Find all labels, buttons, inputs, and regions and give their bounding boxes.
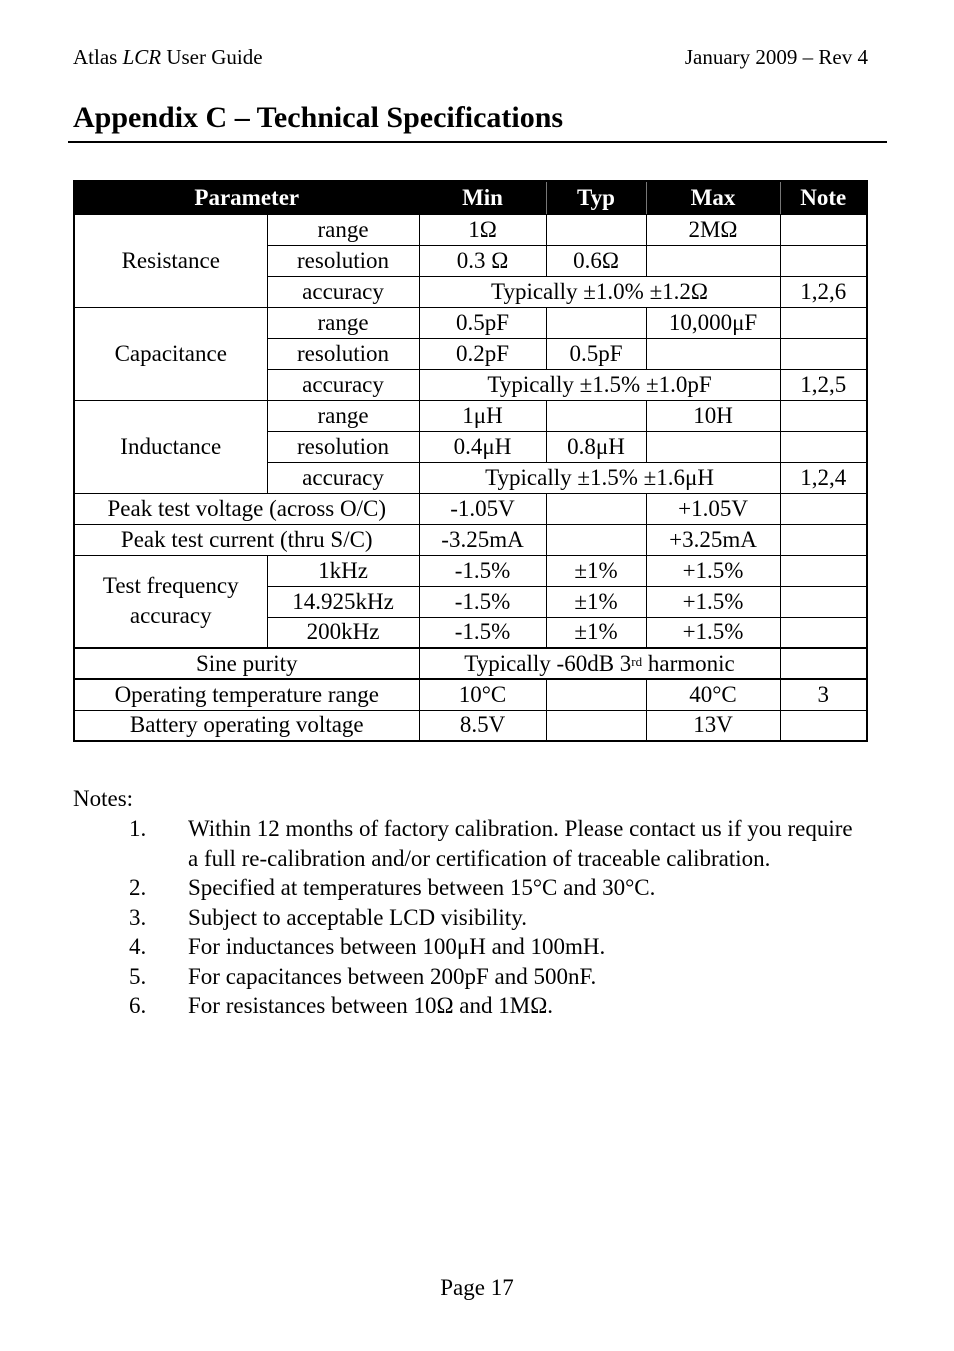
sub-label: range — [267, 307, 419, 338]
note-text: Within 12 months of factory calibration. Please contact us if you require a full re-calibration and/or certification of traceable calibration. — [188, 816, 853, 871]
cell-typ: ±1% — [546, 586, 646, 617]
sub-label: accuracy — [267, 462, 419, 493]
note-item — [73, 873, 863, 903]
title-rule — [68, 141, 887, 143]
cell-note — [780, 307, 867, 338]
notes-list — [73, 814, 863, 1021]
cell-max: 10H — [646, 400, 780, 431]
cell-typ — [546, 214, 646, 245]
cell-min: 1Ω — [419, 214, 546, 245]
table-row — [74, 648, 867, 679]
note-text: Specified at temperatures between 15°C and 30°C. — [188, 875, 656, 900]
cell-typ: 0.8μH — [546, 431, 646, 462]
sub-label: accuracy — [267, 276, 419, 307]
cell-typ — [546, 400, 646, 431]
table-row — [74, 555, 867, 586]
cell-note — [780, 617, 867, 648]
sub-label: range — [267, 214, 419, 245]
cell-min: 0.3 Ω — [419, 245, 546, 276]
note-text: Subject to acceptable LCD visibility. — [188, 904, 527, 930]
table-row — [74, 400, 867, 431]
cell-note — [780, 555, 867, 586]
note-item — [73, 903, 863, 933]
cell-min: 1μH — [419, 400, 546, 431]
param-sine-purity: Sine purity — [74, 648, 419, 679]
header-parameter: Parameter — [74, 181, 419, 214]
header-max: Max — [646, 181, 780, 214]
cell-max: +1.5% — [646, 555, 780, 586]
cell-typ — [546, 710, 646, 741]
cell-note — [780, 524, 867, 555]
cell-max: +3.25mA — [646, 524, 780, 555]
param-battery-voltage: Battery operating voltage — [74, 710, 419, 741]
cell-note: 1,2,4 — [780, 462, 867, 493]
cell-accuracy: Typically ±1.5% ±1.6μH — [419, 462, 780, 493]
cell-note — [780, 400, 867, 431]
note-text: For resistances between 10Ω and 1MΩ. — [188, 993, 554, 1018]
note-number: 4. — [129, 934, 147, 959]
table-row — [74, 524, 867, 555]
header-doc-title — [73, 45, 263, 70]
cell-min: 0.2pF — [419, 338, 546, 369]
cell-min: 0.5pF — [419, 307, 546, 338]
cell-note — [780, 214, 867, 245]
cell-min: 10°C — [419, 679, 546, 710]
table-header-row — [74, 181, 867, 214]
table-row — [74, 493, 867, 524]
note-text: For inductances between 100μH and 100mH. — [188, 934, 606, 959]
cell-sine-purity — [419, 648, 780, 679]
note-item — [73, 814, 863, 873]
cell-accuracy: Typically ±1.5% ±1.0pF — [419, 369, 780, 400]
cell-typ — [546, 524, 646, 555]
header-title-italic: LCR — [122, 45, 162, 69]
param-test-frequency-line1: Test frequency — [102, 573, 239, 599]
cell-min: -1.05V — [419, 493, 546, 524]
header-typ: Typ — [546, 181, 646, 214]
sine-purity-prefix: Typically -60dB 3 — [464, 650, 632, 676]
cell-max: +1.5% — [646, 617, 780, 648]
cell-max: 10,000μF — [646, 307, 780, 338]
cell-max — [646, 338, 780, 369]
param-test-frequency-line2: accuracy — [129, 603, 212, 629]
cell-min: 8.5V — [419, 710, 546, 741]
note-number: 1. — [129, 816, 147, 841]
cell-max: 13V — [646, 710, 780, 741]
note-number: 2. — [129, 875, 147, 900]
cell-note — [780, 245, 867, 276]
cell-typ: 0.5pF — [546, 338, 646, 369]
param-test-frequency — [74, 555, 267, 648]
cell-typ: ±1% — [546, 555, 646, 586]
header-title-prefix: Atlas — [73, 45, 123, 69]
note-item — [73, 932, 863, 962]
table-row — [74, 679, 867, 710]
cell-max — [646, 245, 780, 276]
cell-note — [780, 586, 867, 617]
cell-note: 1,2,5 — [780, 369, 867, 400]
cell-max: 40°C — [646, 679, 780, 710]
cell-note — [780, 493, 867, 524]
note-item — [73, 991, 863, 1021]
cell-typ: 0.6Ω — [546, 245, 646, 276]
notes-section — [73, 784, 863, 1021]
cell-typ — [546, 307, 646, 338]
cell-typ — [546, 679, 646, 710]
cell-note — [780, 431, 867, 462]
cell-typ — [546, 493, 646, 524]
param-peak-voltage: Peak test voltage (across O/C) — [74, 493, 419, 524]
cell-max: 2MΩ — [646, 214, 780, 245]
page-title: Appendix C – Technical Specifications — [73, 101, 564, 134]
table-row — [74, 214, 867, 245]
sub-label: 200kHz — [267, 617, 419, 648]
note-item — [73, 962, 863, 992]
cell-max: +1.05V — [646, 493, 780, 524]
header-note: Note — [780, 181, 867, 214]
spec-table — [73, 180, 868, 742]
sub-label: 1kHz — [267, 555, 419, 586]
header-min: Min — [419, 181, 546, 214]
param-peak-current: Peak test current (thru S/C) — [74, 524, 419, 555]
header-title-suffix: User Guide — [161, 45, 263, 69]
cell-min: -1.5% — [419, 617, 546, 648]
cell-note — [780, 338, 867, 369]
sub-label: accuracy — [267, 369, 419, 400]
note-number: 3. — [129, 904, 147, 930]
param-operating-temperature: Operating temperature range — [74, 679, 419, 710]
cell-min: -1.5% — [419, 586, 546, 617]
cell-min: -1.5% — [419, 555, 546, 586]
cell-typ: ±1% — [546, 617, 646, 648]
note-number: 5. — [129, 963, 147, 989]
sub-label: resolution — [267, 245, 419, 276]
cell-note — [780, 648, 867, 679]
sub-label: 14.925kHz — [267, 586, 419, 617]
cell-min: 0.4μH — [419, 431, 546, 462]
param-inductance: Inductance — [74, 400, 267, 493]
sine-purity-sup: rd — [631, 653, 643, 669]
table-row — [74, 307, 867, 338]
sub-label: range — [267, 400, 419, 431]
sine-purity-suffix: harmonic — [642, 650, 735, 676]
table-row — [74, 710, 867, 741]
cell-max — [646, 431, 780, 462]
header-revision: January 2009 – Rev 4 — [684, 45, 868, 69]
cell-note: 1,2,6 — [780, 276, 867, 307]
param-capacitance: Capacitance — [74, 307, 267, 400]
note-number: 6. — [129, 993, 147, 1018]
note-text: For capacitances between 200pF and 500nF. — [188, 963, 597, 989]
cell-note: 3 — [780, 679, 867, 710]
sub-label: resolution — [267, 338, 419, 369]
page-number: Page 17 — [440, 1275, 514, 1300]
cell-accuracy: Typically ±1.0% ±1.2Ω — [419, 276, 780, 307]
notes-label: Notes: — [73, 786, 134, 811]
cell-max: +1.5% — [646, 586, 780, 617]
cell-min: -3.25mA — [419, 524, 546, 555]
cell-note — [780, 710, 867, 741]
param-resistance: Resistance — [74, 214, 267, 307]
sub-label: resolution — [267, 431, 419, 462]
